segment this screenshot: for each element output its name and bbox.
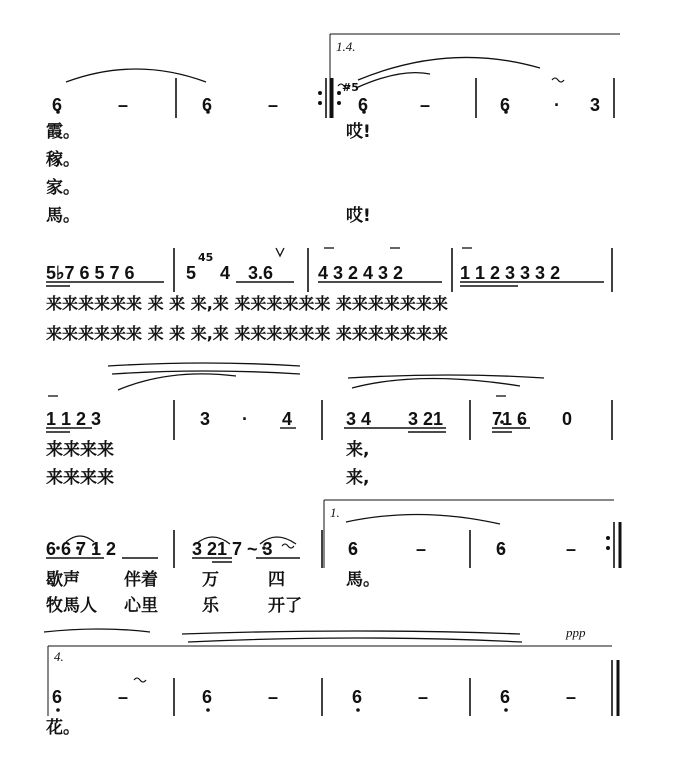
note: 6 (500, 687, 511, 707)
measure-notes: 3.6 (248, 263, 274, 283)
measure-notes: 6 (348, 539, 359, 559)
lyric: 四 (268, 570, 285, 590)
slurs (44, 57, 544, 642)
measure-notes: 3 4 (346, 409, 372, 429)
measure-notes: – (416, 539, 427, 559)
lyric: 馬。 (346, 570, 380, 590)
lyric: 来, (346, 468, 370, 488)
lyric-exclamation: 哎! (346, 206, 371, 226)
note: 6 (500, 95, 511, 115)
lyric-exclamation: 哎! (346, 122, 371, 142)
lyric: 牧馬人 (46, 596, 97, 616)
lyric: 来, (346, 440, 370, 460)
lyric: 伴着 (124, 570, 158, 590)
note: 3 (590, 95, 601, 115)
volta-label: 4. (54, 649, 64, 664)
note: – (268, 687, 279, 707)
measure-notes: 3 21 (408, 409, 444, 429)
lyric: 花。 (46, 718, 80, 738)
measure-notes: 1 1 2 3 3 3 2 (460, 263, 561, 283)
measure-notes: 5 (186, 263, 197, 283)
measure-notes: 3 (200, 409, 211, 429)
lyric: 稼。 (46, 150, 80, 170)
volta-label: 1.4. (336, 39, 356, 54)
measure-notes: · (242, 409, 248, 429)
lyric: 开了 (268, 596, 302, 616)
measure-notes: 4 3 2 4 3 2 (318, 263, 404, 283)
lyric: 来来来来 (46, 440, 114, 460)
note: 6 (358, 95, 369, 115)
measure-notes: 6 (496, 539, 507, 559)
lyric-line: 来来来来来来 来 来 来,来 来来来来来来 来来来来来来来 (46, 294, 448, 313)
note: 6 (52, 95, 63, 115)
note: 6 (202, 95, 213, 115)
grace-note: #5 (342, 81, 359, 94)
note: – (118, 687, 129, 707)
measure-notes: 71 6 (492, 409, 528, 429)
measure-notes: 1 1 2 3 (46, 409, 102, 429)
lyric: 馬。 (46, 206, 80, 226)
grace-note: 45 (198, 251, 214, 264)
dynamic-marking: ppp (566, 625, 586, 640)
lyric-line: 来来来来来来 来 来 来,来 来来来来来来 来来来来来来来 (46, 324, 448, 343)
note: – (118, 95, 129, 115)
note: 6 (202, 687, 213, 707)
lyric: 霞。 (46, 122, 80, 142)
trill-marks (134, 78, 564, 682)
measure-notes: 4 (282, 409, 293, 429)
note: – (418, 687, 429, 707)
volta-label: 1. (330, 505, 340, 520)
lyric: 来来来来 (46, 468, 114, 488)
note: – (566, 687, 577, 707)
note: – (268, 95, 279, 115)
lyric: 心里 (124, 596, 158, 616)
measure-notes: – (566, 539, 577, 559)
measure-notes: 0 (562, 409, 573, 429)
note: · (554, 95, 560, 115)
measure-notes: 4 (220, 263, 231, 283)
lyric: 歇声 (46, 570, 80, 590)
note: – (420, 95, 431, 115)
note: 6 (352, 687, 363, 707)
lyric: 万 (202, 570, 219, 590)
measure-notes: 3 21 7 ~ 3 (192, 539, 273, 559)
measure-notes: 5♭7 6 5 7 6 (46, 263, 135, 283)
lyric: 家。 (46, 178, 80, 198)
measure-notes: 6 6 7 1 2 (46, 539, 117, 559)
note: 6 (52, 687, 63, 707)
lyric: 乐 (202, 596, 219, 616)
